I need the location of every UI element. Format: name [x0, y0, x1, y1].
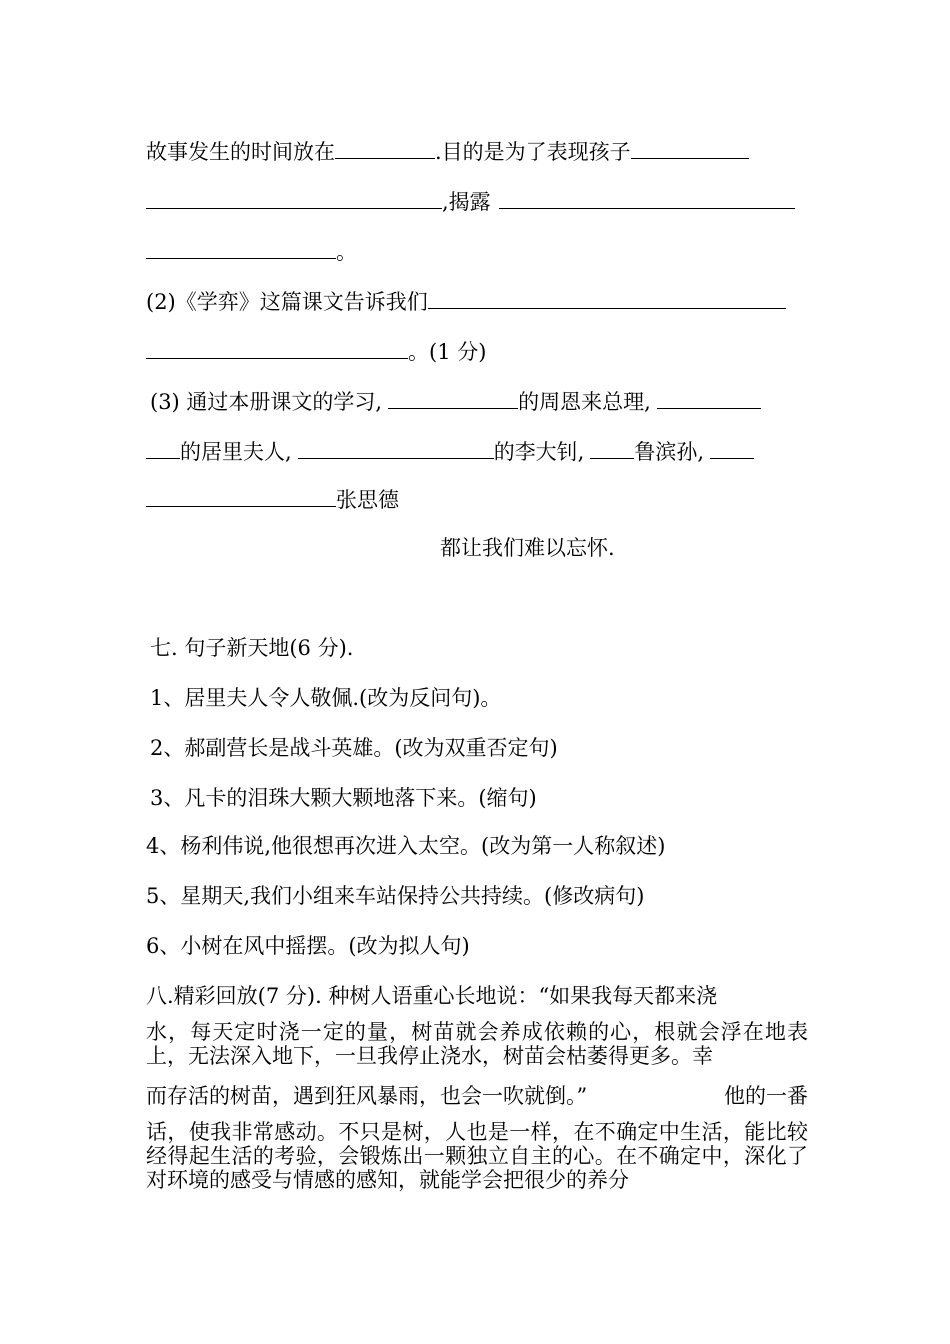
- q6-sub3-text-d: 的李大钊,: [493, 440, 585, 464]
- answer-blank[interactable]: [631, 136, 749, 159]
- q7-item-5: 5、星期天,我们小组来车站保持公共持续。(修改病句): [146, 884, 645, 908]
- q6-line3-text-a: 。: [336, 240, 357, 264]
- q6-sub2-line-2: [146, 336, 808, 366]
- answer-blank[interactable]: [710, 436, 754, 459]
- answer-blank[interactable]: [388, 386, 518, 409]
- q8-line-1: 八.精彩回放(7 分). 种树人语重心长地说：“如果我每天都来浇: [146, 984, 718, 1008]
- q6-sub3-line-4: [440, 534, 740, 562]
- q6-line1-text-a: 故事发生的时间放在: [146, 140, 335, 164]
- answer-blank[interactable]: [657, 386, 761, 409]
- answer-blank[interactable]: [146, 484, 336, 507]
- q6-sub3-text-c: 的居里夫人,: [180, 440, 292, 464]
- q6-sub3-text-f: 张思德: [336, 488, 399, 512]
- q8-paragraph-1: 水，每天定时浇一定的量，树苗就会养成依赖的心，根就会浮在地表上，无法深入地下，一旦我停止浇水，树苗会枯萎得更多。幸: [146, 1020, 808, 1068]
- answer-blank[interactable]: [146, 336, 408, 359]
- answer-blank[interactable]: [146, 436, 180, 459]
- q8-paragraph-2: 话，使我非常感动。不只是树，人也是一样，在不确定中生活，能比较经得起生活的考验，会锻炼出一颗独立自主的心。在不确定中，深化了对环境的感受与情感的感知，就能学会把很少的养分: [146, 1120, 808, 1192]
- q6-sub3-text-b: 的周恩来总理,: [518, 390, 651, 414]
- q8-quote-end-text: 而存活的树苗，遇到狂风暴雨，也会一吹就倒。”: [146, 1084, 588, 1108]
- q6-sub3-text-g: 都让我们难以忘怀.: [440, 536, 615, 560]
- answer-blank[interactable]: [428, 286, 786, 309]
- answer-blank[interactable]: [590, 436, 634, 459]
- q7-item-1: 1、居里夫人令人敬佩.(改为反问句)。: [150, 686, 502, 710]
- answer-blank[interactable]: [146, 236, 336, 259]
- answer-blank[interactable]: [499, 186, 795, 209]
- answer-blank[interactable]: [146, 186, 442, 209]
- q7-item-3: 3、凡卡的泪珠大颗大颗地落下来。(缩句): [150, 786, 537, 810]
- q7-title: 七. 句子新天地(6 分).: [150, 636, 354, 660]
- q6-line-2: [146, 186, 808, 216]
- q6-sub2-line-1: [146, 286, 808, 316]
- q6-sub3-text-e: 鲁滨孙,: [634, 440, 705, 464]
- q6-sub3-text-a: (3) 通过本册课文的学习,: [150, 390, 383, 414]
- q7-item-6: 6、小树在风中摇摆。(改为拟人句): [146, 934, 470, 958]
- q8-line-tail-text: 他的一番: [724, 1084, 808, 1108]
- q6-sub3-line-3: [146, 484, 808, 514]
- q6-sub3-line-2: [146, 436, 808, 466]
- q6-line1-text-b: .目的是为了表现孩子: [435, 140, 631, 164]
- q6-sub2-score: 。(1 分): [408, 340, 487, 364]
- answer-blank[interactable]: [335, 136, 435, 159]
- q6-sub2-text: (2)《学弈》这篇课文告诉我们: [146, 290, 428, 314]
- q6-line2-text-a: ,揭露: [442, 190, 491, 214]
- q7-item-2: 2、郝副营长是战斗英雄。(改为双重否定句): [150, 736, 558, 760]
- q6-line-1: [146, 136, 808, 166]
- q8-line-quote-end: [146, 1082, 808, 1110]
- answer-blank[interactable]: [298, 436, 494, 459]
- q6-line-3: [146, 236, 808, 266]
- q7-item-4: 4、杨利伟说,他很想再次进入太空。(改为第一人称叙述): [146, 834, 666, 858]
- q6-sub3-line-1: [146, 386, 808, 416]
